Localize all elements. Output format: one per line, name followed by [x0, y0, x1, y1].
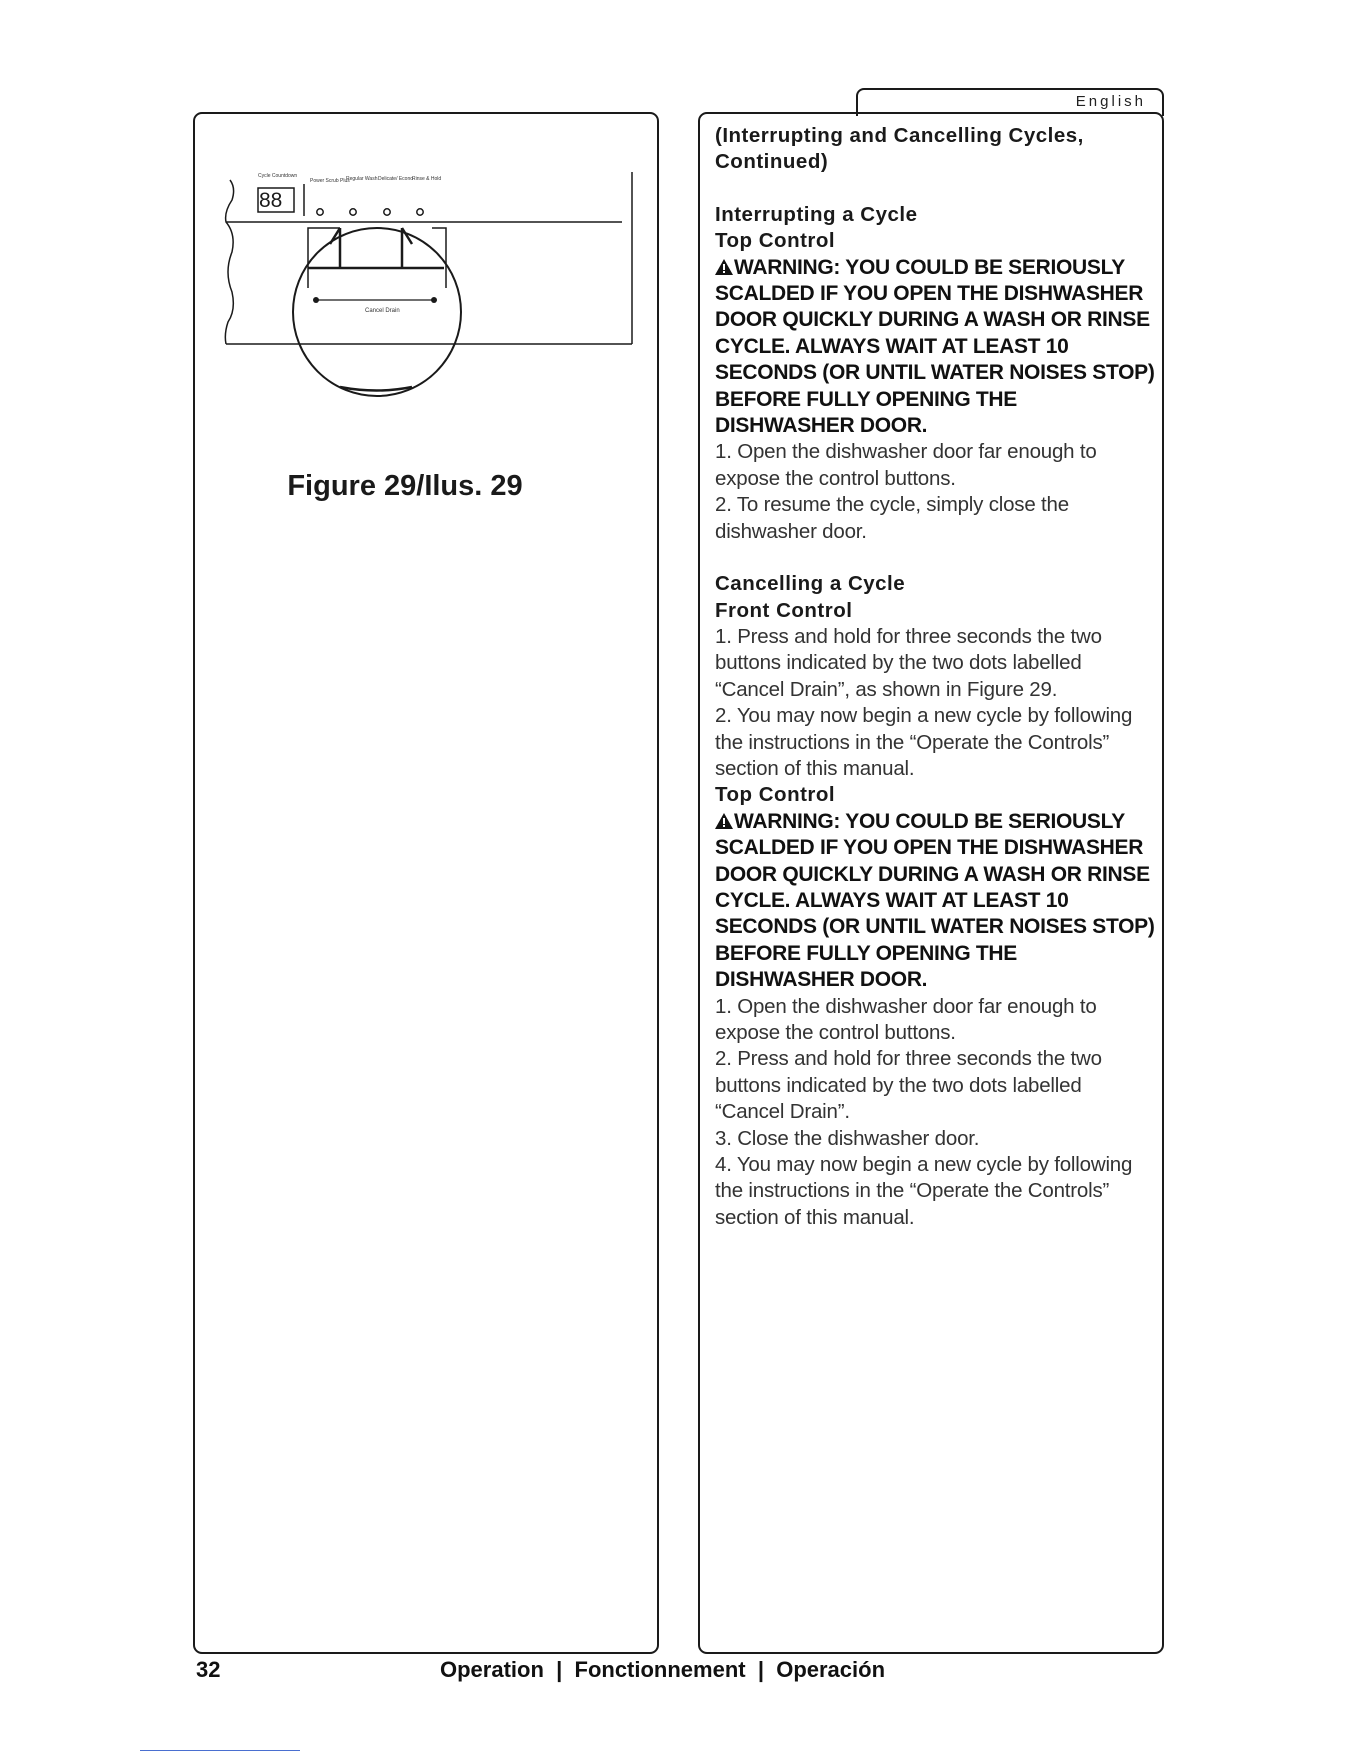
- footer-title: Operation | Fonctionnement | Operación: [440, 1657, 886, 1682]
- button-outline-right: [432, 228, 446, 288]
- indicator-light: [417, 209, 423, 215]
- panel-edge-line: [225, 180, 233, 344]
- top-control-subheading: Top Control: [715, 783, 836, 807]
- bottom-rule: [140, 1750, 300, 1751]
- panel-label-power-scrub: Power Scrub Plus: [310, 178, 350, 184]
- section-title: (Interrupting and Cancelling Cycles, Continued): [715, 124, 1084, 174]
- top-control-step: 3. Close the dishwasher door.: [715, 1126, 980, 1150]
- cancel-drain-dot-left: [313, 297, 319, 303]
- control-panel-figure: [222, 172, 642, 452]
- warning-text: WARNING: YOU COULD BE SERIOUSLY SCALDED IF YOU OPEN THE DISHWASHER DOOR QUICKLY DURING A WASH OR RINSE CYCLE. ALWAYS WAIT AT LEAST 10 SECONDS (OR UNTIL WATER NOISES STOP) BEFORE FULLY OPENING THE DISHWASHER DOOR.: [715, 255, 1155, 438]
- figure-caption: Figure 29/Ilus. 29: [287, 470, 523, 502]
- warning-text: WARNING: YOU COULD BE SERIOUSLY SCALDED IF YOU OPEN THE DISHWASHER DOOR QUICKLY DURING A WASH OR RINSE CYCLE. ALWAYS WAIT AT LEAST 10 SECONDS (OR UNTIL WATER NOISES STOP) BEFORE FULLY OPENING THE DISHWASHER DOOR.: [715, 809, 1155, 992]
- top-control-step: 4. You may now begin a new cycle by following the instructions in the “Operate the Controls” section of this manual.: [715, 1153, 1133, 1229]
- instructions-content: [715, 123, 1155, 1231]
- cancel-drain-dot-right: [431, 297, 437, 303]
- warning-icon: [715, 259, 733, 275]
- interrupting-heading: Interrupting a Cycle: [715, 202, 918, 226]
- front-control-subheading: Front Control: [715, 598, 853, 622]
- cancelling-warning: [715, 809, 1155, 994]
- panel-label-cycle-countdown: Cycle Countdown: [258, 173, 298, 179]
- front-control-step: 2. You may now begin a new cycle by following the instructions in the “Operate the Controls” section of this manual.: [715, 704, 1133, 780]
- indicator-light: [384, 209, 390, 215]
- countdown-display-value: 88: [259, 189, 283, 212]
- panel-label-rinse-hold: Rinse & Hold: [412, 176, 442, 182]
- interrupting-subheading: Top Control: [715, 229, 836, 253]
- interrupting-warning: [715, 255, 1155, 440]
- indicator-light: [317, 209, 323, 215]
- cancelling-heading: Cancelling a Cycle: [715, 572, 906, 596]
- indicator-light: [350, 209, 356, 215]
- button-edge: [330, 228, 340, 244]
- interrupting-step: 2. To resume the cycle, simply close the dishwasher door.: [715, 493, 1069, 543]
- interrupting-step: 1. Open the dishwasher door far enough to expose the control buttons.: [715, 440, 1097, 490]
- cancel-drain-label: Cancel Drain: [365, 308, 400, 314]
- top-control-step: 2. Press and hold for three seconds the two buttons indicated by the two dots labelled “Cancel Drain”.: [715, 1047, 1102, 1124]
- front-control-step: 1. Press and hold for three seconds the two buttons indicated by the two dots labelled “Cancel Drain”, as shown in Figure 29.: [715, 624, 1102, 701]
- panel-label-regular-wash: Regular Wash: [346, 176, 378, 182]
- panel-label-delicate-econo: Delicate/ Econo: [378, 176, 414, 182]
- top-control-step: 1. Open the dishwasher door far enough to expose the control buttons.: [715, 994, 1097, 1044]
- magnifier-shadow: [340, 387, 412, 391]
- page-number: 32: [196, 1657, 221, 1682]
- page-footer: [0, 1657, 1361, 1691]
- warning-icon: [715, 813, 733, 829]
- language-tab-label: English: [1075, 93, 1146, 110]
